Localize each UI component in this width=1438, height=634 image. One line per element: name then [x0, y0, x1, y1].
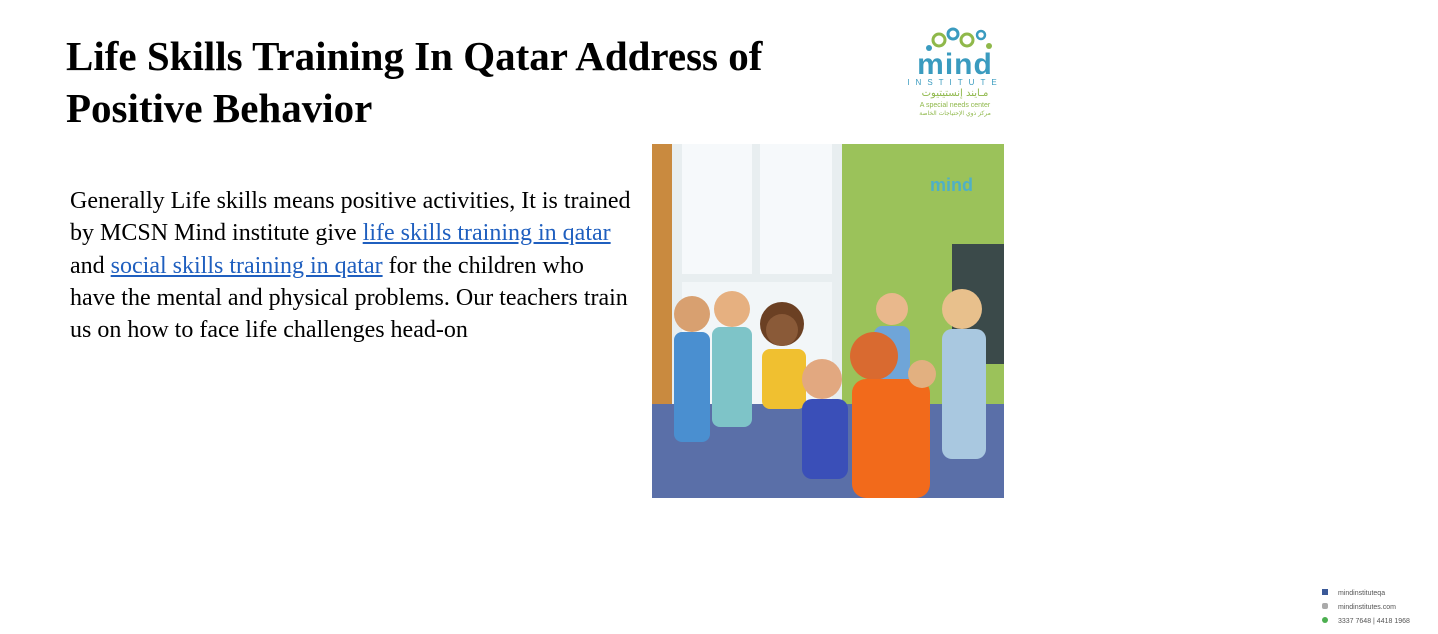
- classroom-photo: [652, 144, 1410, 625]
- social-handle: mindinstituteqa: [1338, 590, 1386, 597]
- logo-arabic: مـايند إنستيتيوت: [921, 88, 989, 99]
- contact-card: [1316, 584, 1438, 634]
- life-skills-link[interactable]: life skills training in qatar: [362, 220, 611, 247]
- phone-numbers: 3337 7648 | 4418 1968: [1338, 618, 1410, 625]
- logo-subtitle: A special needs center: [919, 102, 991, 109]
- website: mindinstitutes.com: [1338, 604, 1396, 611]
- body-text-3: for the children who have the mental and physical problems. Our teachers train us on how to face life challenges head-on: [70, 252, 628, 344]
- mind-institute-logo: [893, 26, 1017, 117]
- children-group-illustration: [652, 144, 1004, 498]
- photo-logo: mind: [930, 175, 973, 195]
- body-paragraph: [70, 185, 635, 346]
- page-title: Life Skills Training In Qatar Address of Positive Behavior: [66, 33, 763, 131]
- social-skills-link[interactable]: social skills training in qatar: [110, 252, 383, 279]
- logo-institute: INSTITUTE: [907, 78, 1003, 87]
- body-text-2: and: [70, 252, 111, 279]
- logo-arabic-sub: مركز ذوي الإحتياجات الخاصة: [919, 110, 991, 117]
- logo-wordmark: mind: [917, 48, 993, 81]
- contact-icons: [1322, 588, 1334, 632]
- body-text-1: Generally Life skills means positive activities, It is trained by MCSN Mind institute give: [70, 188, 631, 247]
